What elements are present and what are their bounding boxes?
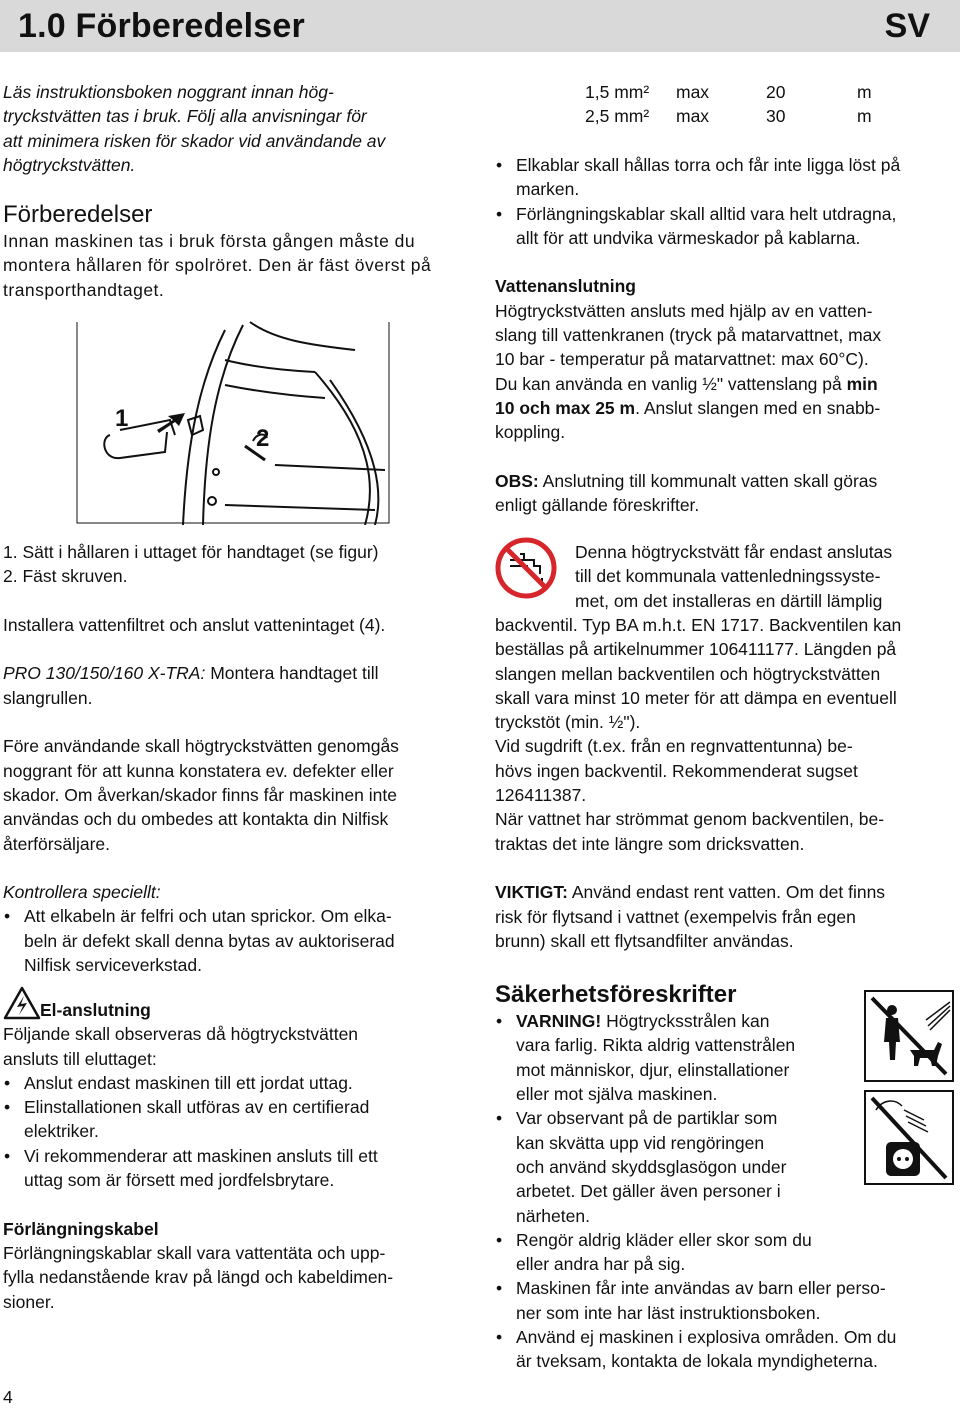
water-text-bold: min 10 och max 25 m (495, 373, 878, 418)
no-drinking-water-icon (494, 536, 558, 600)
important-note (495, 880, 960, 953)
pro-model-text: Montera handtaget till slangrullen. (3, 663, 379, 708)
water-text (495, 299, 960, 445)
warning-label: VARNING! (516, 1011, 602, 1032)
cable-max: max (676, 106, 710, 127)
assembly-section (3, 540, 473, 977)
safety-bullet: • Var observant på de partiklar som kan skvätta upp vid rengöringen och använd skyddsglasögon under arbetet. Det gäller även personer i närheten. (495, 1106, 960, 1227)
el-bullet: • Anslut endast maskinen till ett jordat uttag. (3, 1071, 473, 1095)
obs-note (495, 469, 960, 518)
el-bullet: • Vi rekommenderar att maskinen ansluts till ett uttag som är försett med jordfelsbrytare. (3, 1144, 473, 1193)
valve-text: backventil. Typ BA m.h.t. EN 1717. Backventilen kan beställas på artikelnummer 106411177. Längden på slangen mellan backventilen och högtryckstvätten skall vara minst 10 meter för att dämpa en eventuell tryckstöt (min. ½"). Vid sugdrift (t.ex. från en regnvattentunna) be- hövs ingen backventil. Rekommenderat sugset 126411387. När vattnet har strömmat genom backventilen, be- traktas det inte längre som dricksvatten. (495, 615, 902, 854)
obs-label: OBS: (495, 470, 539, 491)
step-1: 1. Sätt i hållaren i uttaget för handtaget (se figur) (3, 542, 379, 562)
no-spray-people-animals-icon (864, 990, 954, 1082)
water-text-part: . Anslut slangen med en snabb- koppling. (495, 397, 881, 443)
language-code: SV (884, 7, 930, 45)
no-spray-electrical-icon (864, 1090, 954, 1185)
cable-size: 2,5 mm² (585, 106, 650, 127)
safety-bullet: • Använd ej maskinen i explosiva områden. Om du är tveksam, kontakta de lokala myndigheterna. (495, 1325, 960, 1374)
page-header (0, 0, 960, 52)
pro-model-label: PRO 130/150/160 X-TRA: (3, 663, 206, 684)
page-number: 4 (3, 1387, 13, 1407)
el-heading: El-anslutning (40, 1000, 151, 1020)
safety-heading: Säkerhetsföreskrifter (495, 981, 737, 1009)
extension-heading: Förlängningskabel (3, 1218, 159, 1239)
water-heading: Vattenanslutning (495, 276, 636, 297)
page-title: 1.0 Förberedelser (18, 7, 305, 45)
important-label: VIKTIGT: (495, 882, 568, 903)
cable-max: max (676, 82, 710, 102)
cable-table (585, 80, 885, 129)
check-text: Före användande skall högtryckstvätten genomgås noggrant för att kunna konstatera ev. defekter eller skador. Om åverkan/skador finns får maskinen inte användas och du ombedes att kontakta din Nilfisk återförsäljare. (3, 736, 399, 854)
intro-section (3, 80, 463, 302)
cable-size: 1,5 mm² (585, 82, 650, 102)
control-heading: Kontrollera speciellt: (3, 882, 161, 903)
water-text-part: Högtryckstvätten ansluts med hjälp av en vatten- slang till vattenkranen (tryck på matarvattnet, max 10 bar - temperatur på matarvattnet: max 60°C). Du kan använda en vanlig ½" vattenslang på (495, 300, 882, 394)
valve-text-icon: Denna högtryckstvätt får endast anslutas till det kommunala vattenledningssyste- met, om det installeras en därtill lämplig (575, 542, 893, 611)
safety-bullet: • Rengör aldrig kläder eller skor som du eller andra har på sig. (495, 1228, 960, 1277)
cable-unit: m (857, 106, 872, 127)
obs-text: Anslutning till kommunalt vatten skall göras enligt gällande föreskrifter. (495, 470, 878, 516)
el-text: Följande skall observeras då högtryckstvätten ansluts till eluttaget: (3, 1024, 359, 1069)
valve-text-top (575, 540, 960, 613)
control-bullet: • Att elkabeln är felfri och utan sprickor. Om elka- beln är defekt skall denna bytas av auktoriserad Nilfisk serviceverkstad. (3, 904, 473, 977)
figure-label-1: 1 (115, 405, 129, 432)
extension-text: Förlängningskablar skall vara vattentäta och upp- fylla nedanstående krav på längd och kabeldimen- sioner. (3, 1242, 394, 1312)
intro-text: Läs instruktionsboken noggrant innan hög- tryckstvätten tas i bruk. Följ alla anvisningar för att minimera risken för skador vid användande av högtryckstvätten. (3, 82, 386, 175)
electric-section (3, 998, 473, 1314)
cable-table-row (585, 104, 885, 128)
cable-unit: m (857, 82, 872, 102)
el-bullet: • Elinstallationen skall utföras av en certifierad elektriker. (3, 1095, 473, 1144)
prep-heading: Förberedelser (3, 201, 153, 229)
cable-length: 20 (766, 82, 786, 102)
cable-water-section (495, 153, 960, 517)
cable-bullet: • Förlängningskablar skall alltid vara helt utdragna, allt för att undvika värmeskador på kablarna. (495, 202, 960, 251)
filter-instruction: Installera vattenfiltret och anslut vattenintaget (4). (3, 614, 386, 635)
safety-bullet: • Maskinen får inte användas av barn eller perso- ner som inte har läst instruktionsboken. (495, 1276, 960, 1325)
figure-label-2: 2 (256, 425, 270, 452)
cable-length: 30 (766, 106, 786, 127)
prep-text: Innan maskinen tas i bruk första gången måste du montera hållaren för spolröret. Den är fäst överst på transporthandtaget. (3, 231, 432, 300)
pro-model-note (3, 661, 473, 710)
cable-bullet: • Elkablar skall hållas torra och får inte ligga löst på marken. (495, 153, 960, 202)
warning-text: Högtrycksstrålen kan vara farlig. Rikta aldrig vattenstrålen mot människor, djur, elinstallationer eller mot själva maskinen. (516, 1011, 796, 1105)
cable-table-row (585, 80, 885, 104)
step-2: 2. Fäst skruven. (3, 566, 128, 587)
important-text: Använd endast rent vatten. Om det finns risk för flytsand i vattnet (exempelvis från egen brunn) skall ett flytsandfilter användas. (495, 882, 886, 951)
